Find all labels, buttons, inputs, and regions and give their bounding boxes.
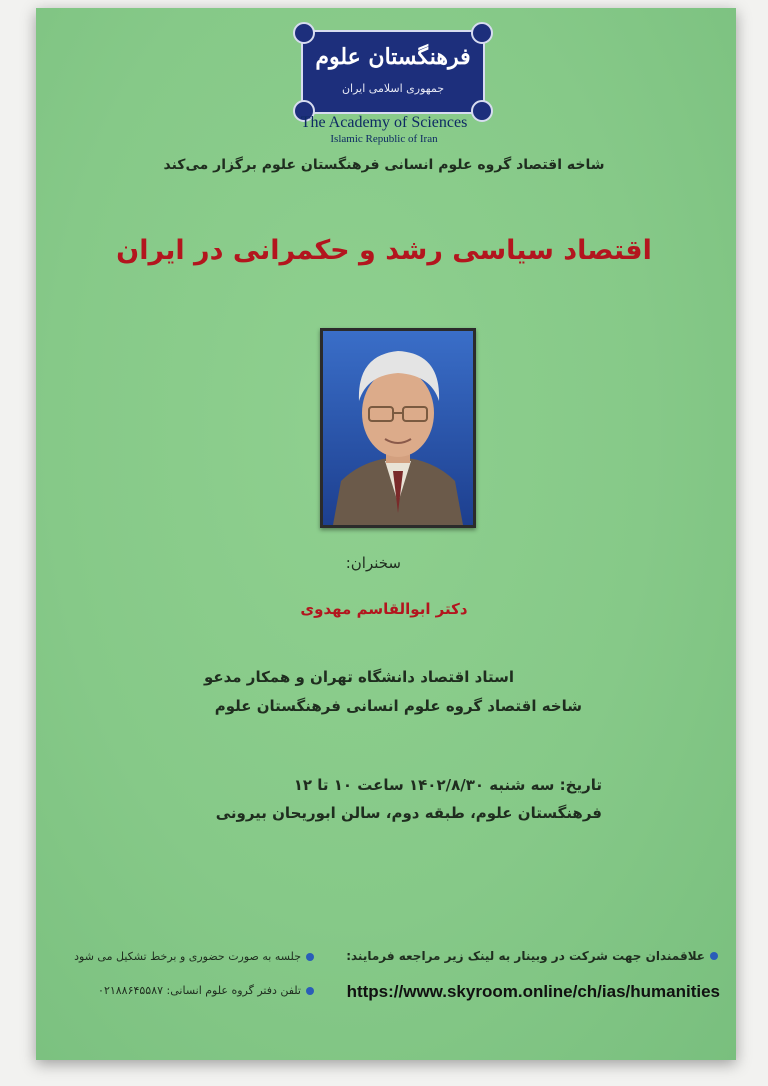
phone-note — [98, 984, 314, 997]
bullet-dot-icon — [306, 953, 314, 961]
in-person-note-text: جلسه به صورت حضوری و برخط تشکیل می شود — [74, 950, 301, 963]
academy-english-title: The Academy of Sciences — [300, 114, 468, 131]
logo-corner-ornament — [293, 22, 315, 44]
bullet-dot-icon — [306, 987, 314, 995]
logo-corner-ornament — [471, 22, 493, 44]
academy-english-subtitle: Islamic Republic of Iran — [330, 133, 438, 145]
speaker-label: سخنران: — [345, 554, 401, 572]
webinar-note-text: علاقمندان جهت شرکت در وبینار به لینک زیر مراجعه فرمایند: — [346, 949, 705, 963]
host-line: شاخه اقتصاد گروه علوم انسانی فرهنگستان علوم برگزار می‌کند — [163, 157, 605, 173]
event-title: اقتصاد سیاسی رشد و حکمرانی در ایران — [116, 235, 652, 266]
academy-logo — [301, 30, 485, 114]
in-person-note — [74, 950, 314, 963]
speaker-affiliation-line-2: شاخه اقتصاد گروه علوم انسانی فرهنگستان علوم — [214, 697, 582, 715]
webinar-link[interactable]: https://www.skyroom.online/ch/ias/humanities — [346, 982, 720, 1001]
speaker-portrait-image — [323, 331, 473, 525]
phone-note-text: تلفن دفتر گروه علوم انسانی: ۰۲۱۸۸۶۴۵۵۸۷ — [98, 984, 301, 997]
event-venue: فرهنگستان علوم، طبقه دوم، سالن ابوریحان بیرونی — [215, 804, 602, 822]
bullet-dot-icon — [710, 952, 718, 960]
logo-calligraphy: فرهنگستان علوم — [315, 44, 471, 70]
speaker-name: دکتر ابوالقاسم مهدوی — [300, 600, 468, 618]
speaker-photo — [320, 328, 476, 528]
speaker-affiliation-line-1: استاد اقتصاد دانشگاه تهران و همکار مدعو — [203, 668, 514, 686]
webinar-note — [346, 949, 718, 963]
logo-subtext: جمهوری اسلامی ایران — [341, 82, 445, 95]
event-date-time: تاریخ: سه شنبه ۱۴۰۲/۸/۳۰ ساعت ۱۰ تا ۱۲ — [293, 776, 602, 794]
